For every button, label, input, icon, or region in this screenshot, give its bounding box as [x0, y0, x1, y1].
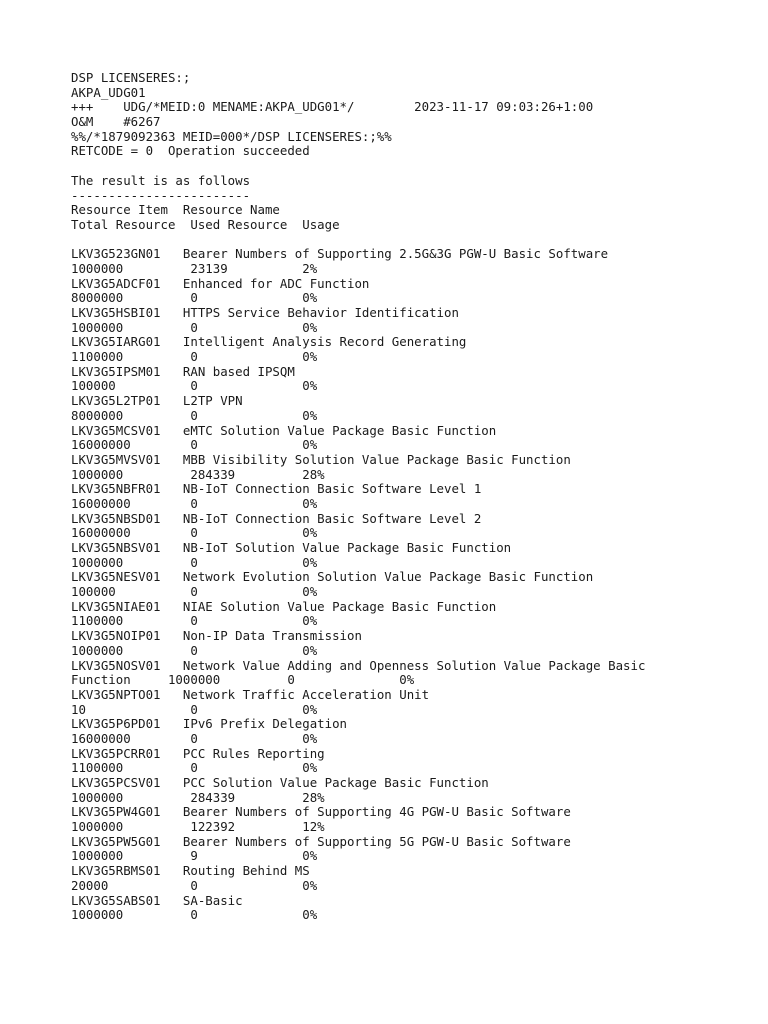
output-line: 8000000 0 0% — [71, 407, 318, 423]
output-line: Resource Item Resource Name — [71, 202, 280, 218]
output-line: LKV3G5IPSM01 RAN based IPSQM — [71, 363, 295, 379]
output-line: LKV3G5P6PD01 IPv6 Prefix Delegation — [71, 716, 348, 732]
output-line: LKV3G5NBFR01 NB-IoT Connection Basic Software Level 1 — [71, 481, 482, 497]
output-line: 100000 0 0% — [71, 584, 318, 600]
output-line: LKV3G5NPTO01 Network Traffic Acceleration Unit — [71, 686, 430, 702]
output-line: 16000000 0 0% — [71, 730, 318, 746]
output-line: LKV3G5SABS01 SA-Basic — [71, 892, 243, 908]
output-line: LKV3G5HSBI01 HTTPS Service Behavior Identification — [71, 305, 459, 320]
output-line: 1000000 122392 12% — [71, 819, 325, 835]
output-line: 16000000 0 0% — [71, 525, 318, 541]
output-line: 1000000 284339 28% — [71, 466, 325, 482]
output-line: AKPA_UDG01 — [71, 84, 146, 100]
output-line: LKV3G5NIAE01 NIAE Solution Value Package Basic Function — [71, 598, 497, 614]
output-line: LKV3G5NBSV01 NB-IoT Solution Value Package Basic Function — [71, 540, 512, 555]
output-line: LKV3G5NOSV01 Network Value Adding and Openness Solution Value Package Basic — [71, 657, 646, 673]
output-line: 16000000 0 0% — [71, 437, 318, 453]
output-line: 1100000 0 0% — [71, 613, 318, 629]
output-line: LKV3G5RBMS01 Routing Behind MS — [71, 863, 310, 879]
output-line: 1000000 0 0% — [71, 907, 318, 923]
output-line: RETCODE = 0 Operation succeeded — [71, 143, 310, 159]
output-line: 1000000 9 0% — [71, 848, 318, 864]
output-line: The result is as follows — [71, 172, 251, 188]
output-line: 10 0 0% — [71, 701, 318, 717]
output-line: LKV3G5NOIP01 Non-IP Data Transmission — [71, 628, 362, 644]
output-line: 16000000 0 0% — [71, 495, 318, 511]
output-line: LKV3G5PW4G01 Bearer Numbers of Supporting 4G PGW-U Basic Software — [71, 804, 571, 820]
output-line: LKV3G5PCRR01 PCC Rules Reporting — [71, 745, 325, 761]
output-line — [71, 159, 751, 174]
output-line: %%/*1879092363 MEID=000*/DSP LICENSERES:;%% — [71, 128, 392, 144]
output-line: LKV3G5ADCF01 Enhanced for ADC Function — [71, 275, 370, 291]
output-line: 100000 0 0% — [71, 378, 318, 394]
output-line: 1100000 0 0% — [71, 349, 318, 365]
output-line — [71, 233, 751, 248]
output-line: Function 1000000 0 0% — [71, 672, 415, 688]
output-line: 1000000 23139 2% — [71, 260, 318, 276]
output-line: LKV3G523GN01 Bearer Numbers of Supporting 2.5G&3G PGW-U Basic Software — [71, 246, 609, 262]
output-line: Total Resource Used Resource Usage — [71, 216, 340, 232]
output-line: LKV3G5IARG01 Intelligent Analysis Record Generating — [71, 334, 467, 350]
output-line: 1100000 0 0% — [71, 760, 318, 776]
output-line: ------------------------ — [71, 187, 251, 203]
output-line: DSP LICENSERES:; — [71, 70, 191, 85]
output-line: 1000000 284339 28% — [71, 789, 325, 805]
output-line: O&M #6267 — [71, 114, 161, 130]
output-line: LKV3G5NBSD01 NB-IoT Connection Basic Software Level 2 — [71, 510, 482, 526]
output-line: LKV3G5NESV01 Network Evolution Solution Value Package Basic Function — [71, 569, 594, 585]
output-line: LKV3G5MCSV01 eMTC Solution Value Package Basic Function — [71, 422, 497, 438]
output-line: LKV3G5PCSV01 PCC Solution Value Package Basic Function — [71, 775, 489, 790]
output-line: 8000000 0 0% — [71, 290, 318, 306]
output-line: +++ UDG/*MEID:0 MENAME:AKPA_UDG01*/ 2023-11-17 09:03:26+1:00 — [71, 99, 594, 115]
output-line: 1000000 0 0% — [71, 642, 318, 658]
output-line: LKV3G5L2TP01 L2TP VPN — [71, 393, 243, 409]
output-line: LKV3G5PW5G01 Bearer Numbers of Supporting 5G PGW-U Basic Software — [71, 833, 571, 849]
output-line: LKV3G5MVSV01 MBB Visibility Solution Value Package Basic Function — [71, 451, 571, 467]
output-line: 20000 0 0% — [71, 877, 318, 893]
output-line: 1000000 0 0% — [71, 319, 318, 335]
command-output-text — [71, 71, 751, 923]
output-line: 1000000 0 0% — [71, 554, 318, 570]
